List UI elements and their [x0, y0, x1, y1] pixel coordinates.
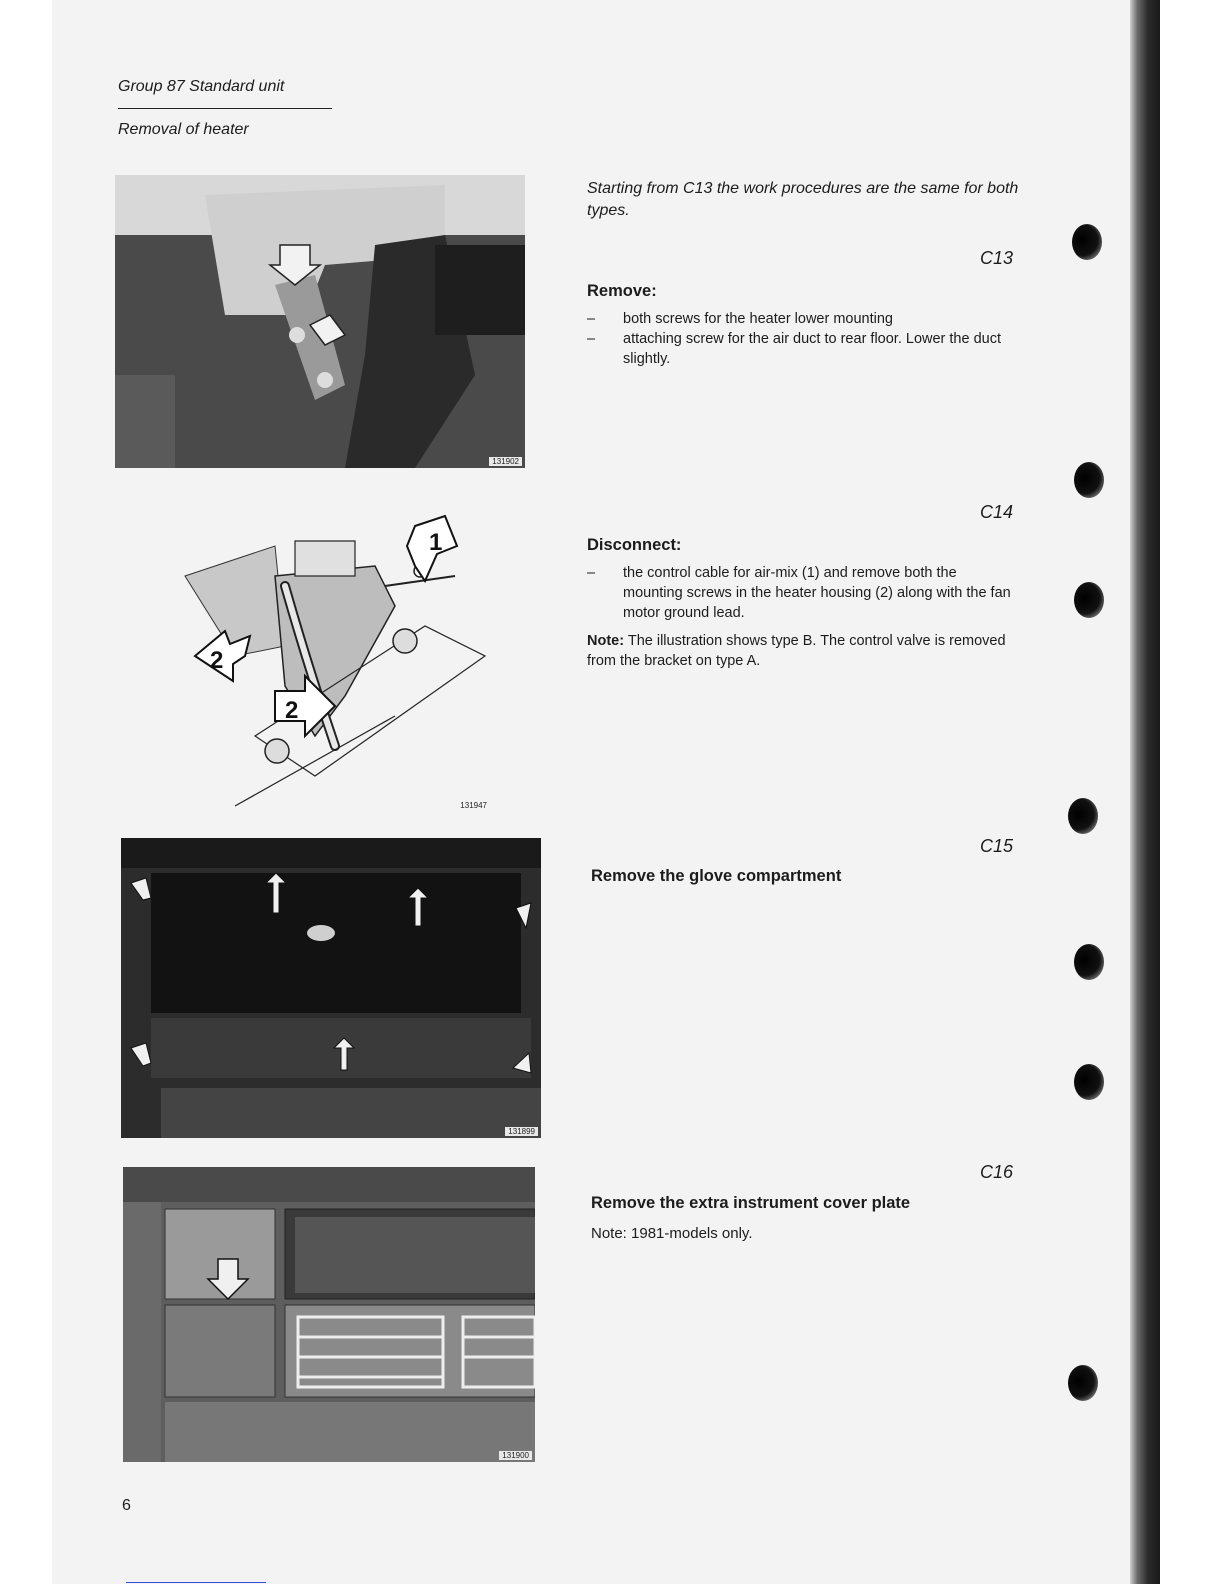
list-item: – attaching screw for the air duct to rear floor. Lower the duct slightly.: [587, 331, 1001, 367]
binder-hole: [1072, 224, 1102, 260]
step-note-c16: Note: 1981-models only.: [591, 1225, 753, 1242]
intro-text: Starting from C13 the work procedures are the same for both types.: [587, 180, 1019, 219]
callout-2-bottom: 2: [285, 697, 299, 724]
drawing-control-cable: [175, 506, 495, 816]
photo-glove-compartment-graphic: [121, 838, 541, 1138]
binder-hole: [1074, 462, 1104, 498]
page-number: 6: [122, 1497, 131, 1514]
step-id-c14: C14: [979, 502, 1013, 522]
photo-number: 131902: [489, 457, 522, 466]
header-divider: [118, 108, 332, 109]
drawing-control-cable-graphic: [175, 506, 495, 816]
list-item: – both screws for the heater lower mounting: [587, 311, 893, 327]
drawing-number: 131947: [460, 801, 487, 810]
callout-2-left: 2: [210, 647, 224, 674]
photo-number: 131899: [505, 1127, 538, 1136]
section-title: Removal of heater: [118, 121, 249, 138]
step-id-c13: C13: [979, 248, 1013, 268]
photo-heater-lower-mounting: [115, 175, 525, 468]
binder-hole: [1074, 1064, 1104, 1100]
step-heading-c14: Disconnect:: [587, 536, 682, 554]
binding-spine: [1130, 0, 1160, 1584]
step-bullets-c13: [587, 309, 1017, 369]
callout-1: 1: [429, 529, 443, 556]
binder-hole: [1068, 798, 1098, 834]
photo-heater-lower-mounting-graphic: [115, 175, 525, 468]
step-id-c15: C15: [979, 836, 1013, 856]
binder-hole: [1074, 944, 1104, 980]
photo-instrument-cover-plate: [123, 1167, 535, 1462]
photo-glove-compartment: [121, 838, 541, 1138]
step-heading-c16: Remove the extra instrument cover plate: [591, 1194, 911, 1212]
photo-number: 131900: [499, 1451, 532, 1460]
group-title: Group 87 Standard unit: [118, 78, 285, 95]
link-underline: [126, 1582, 266, 1583]
step-bullets-c14: [587, 563, 1017, 623]
list-item: – the control cable for air-mix (1) and remove both the mounting screws in the heater housing (2) along with the fan motor ground lead.: [587, 565, 1011, 621]
photo-instrument-cover-plate-graphic: [123, 1167, 535, 1462]
binder-hole: [1068, 1365, 1098, 1401]
step-id-c16: C16: [979, 1162, 1013, 1182]
step-note-c14: Note: The illustration shows type B. The control valve is removed from the bracket on type A.: [587, 633, 1006, 669]
step-heading-c13: Remove:: [587, 282, 657, 300]
binder-hole: [1074, 582, 1104, 618]
step-heading-c15: Remove the glove compartment: [591, 867, 842, 885]
